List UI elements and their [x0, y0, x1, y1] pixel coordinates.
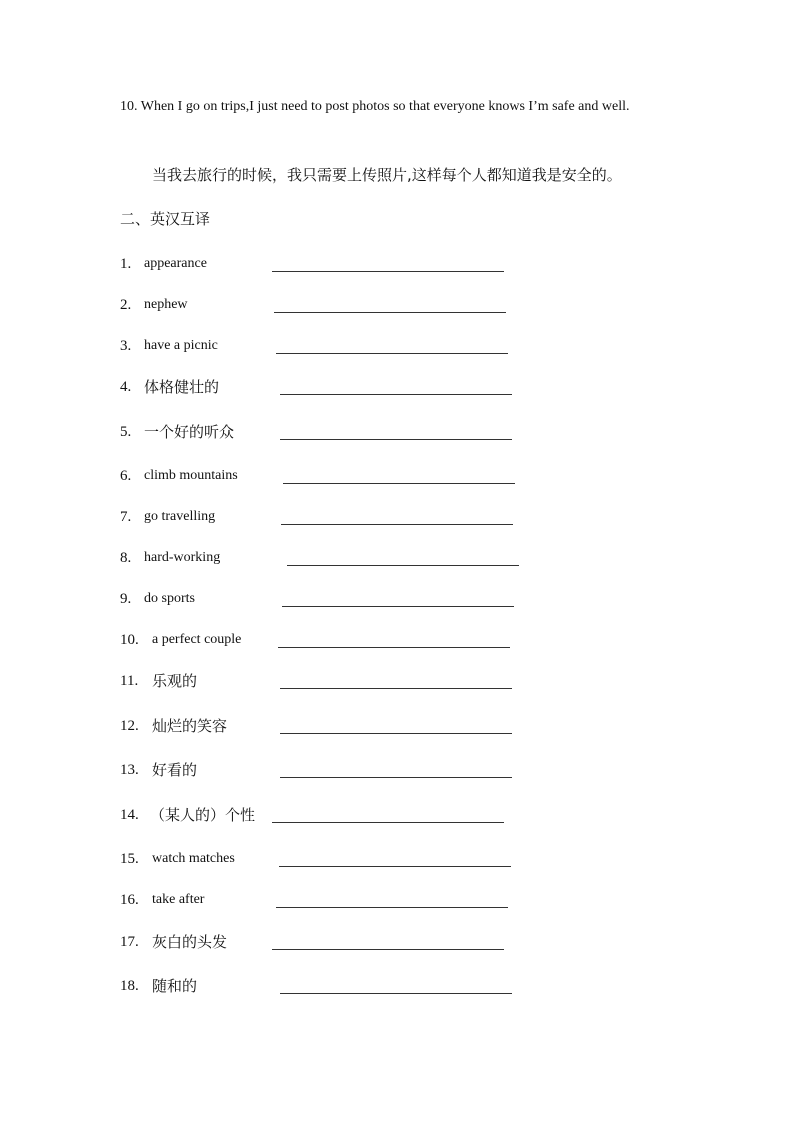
list-item: [120, 887, 540, 913]
item-number: 8.: [120, 550, 132, 566]
sentence-10-number: 10.: [120, 99, 138, 114]
item-number: 9.: [120, 591, 132, 607]
item-number: 6.: [120, 468, 132, 484]
answer-blank[interactable]: [283, 483, 515, 484]
item-number: 16.: [120, 892, 139, 908]
list-item: [120, 504, 540, 530]
list-item: [120, 333, 540, 359]
answer-blank[interactable]: [276, 353, 508, 354]
item-term: hard-working: [144, 550, 221, 565]
item-number: 7.: [120, 509, 132, 525]
answer-blank[interactable]: [281, 524, 513, 525]
list-item: [120, 627, 540, 653]
answer-blank[interactable]: [274, 312, 506, 313]
item-term: take after: [152, 892, 205, 907]
answer-blank[interactable]: [279, 866, 511, 867]
item-number: 12.: [120, 718, 139, 734]
list-item: [120, 668, 540, 694]
list-item: [120, 251, 540, 277]
item-number: 3.: [120, 338, 132, 354]
answer-blank[interactable]: [280, 733, 512, 734]
item-term: have a picnic: [144, 338, 218, 353]
sentence-10: [120, 93, 674, 121]
item-number: 10.: [120, 632, 139, 648]
sentence-10-text: When I go on trips,I just need to post photos so that everyone knows I’m safe and well.: [140, 99, 630, 114]
item-term: watch matches: [152, 851, 235, 866]
item-term: do sports: [144, 591, 195, 606]
item-term: 乐观的: [152, 672, 198, 690]
item-number: 2.: [120, 297, 132, 313]
answer-blank[interactable]: [280, 394, 512, 395]
answer-blank[interactable]: [276, 907, 508, 908]
item-term: 随和的: [152, 977, 198, 995]
answer-blank[interactable]: [280, 777, 512, 778]
list-item: [120, 757, 540, 783]
item-number: 13.: [120, 762, 139, 778]
section-title: 二、英汉互译: [120, 210, 211, 228]
list-item: [120, 973, 540, 999]
answer-blank[interactable]: [282, 606, 514, 607]
item-number: 17.: [120, 934, 139, 950]
item-term: 好看的: [152, 761, 198, 779]
answer-blank[interactable]: [280, 439, 512, 440]
sentence-10-translation: 当我去旅行的时候，我只需要上传照片,这样每个人都知道我是安全的。: [152, 166, 622, 184]
item-term: 一个好的听众: [144, 423, 235, 441]
answer-blank[interactable]: [278, 647, 510, 648]
item-term: nephew: [144, 297, 188, 312]
item-number: 1.: [120, 256, 132, 272]
list-item: [120, 929, 540, 955]
list-item: [120, 419, 540, 445]
item-term: 体格健壮的: [144, 378, 220, 396]
answer-blank[interactable]: [280, 688, 512, 689]
item-number: 11.: [120, 673, 139, 689]
list-item: [120, 846, 540, 872]
item-number: 14.: [120, 807, 139, 823]
list-item: [120, 586, 540, 612]
answer-blank[interactable]: [280, 993, 512, 994]
list-item: [120, 713, 540, 739]
item-number: 5.: [120, 424, 132, 440]
item-term: climb mountains: [144, 468, 238, 483]
list-item: [120, 545, 540, 571]
answer-blank[interactable]: [272, 822, 504, 823]
item-term: a perfect couple: [152, 632, 242, 647]
answer-blank[interactable]: [272, 271, 504, 272]
item-term: （某人的）个性: [150, 806, 256, 824]
item-number: 18.: [120, 978, 139, 994]
answer-blank[interactable]: [272, 949, 504, 950]
item-term: go travelling: [144, 509, 216, 524]
item-term: 灿烂的笑容: [152, 717, 228, 735]
item-number: 15.: [120, 851, 139, 867]
answer-blank[interactable]: [287, 565, 519, 566]
list-item: [120, 292, 540, 318]
item-term: 灰白的头发: [152, 933, 228, 951]
item-term: appearance: [144, 256, 207, 271]
list-item: [120, 802, 540, 828]
list-item: [120, 374, 540, 400]
list-item: [120, 463, 540, 489]
item-number: 4.: [120, 379, 132, 395]
